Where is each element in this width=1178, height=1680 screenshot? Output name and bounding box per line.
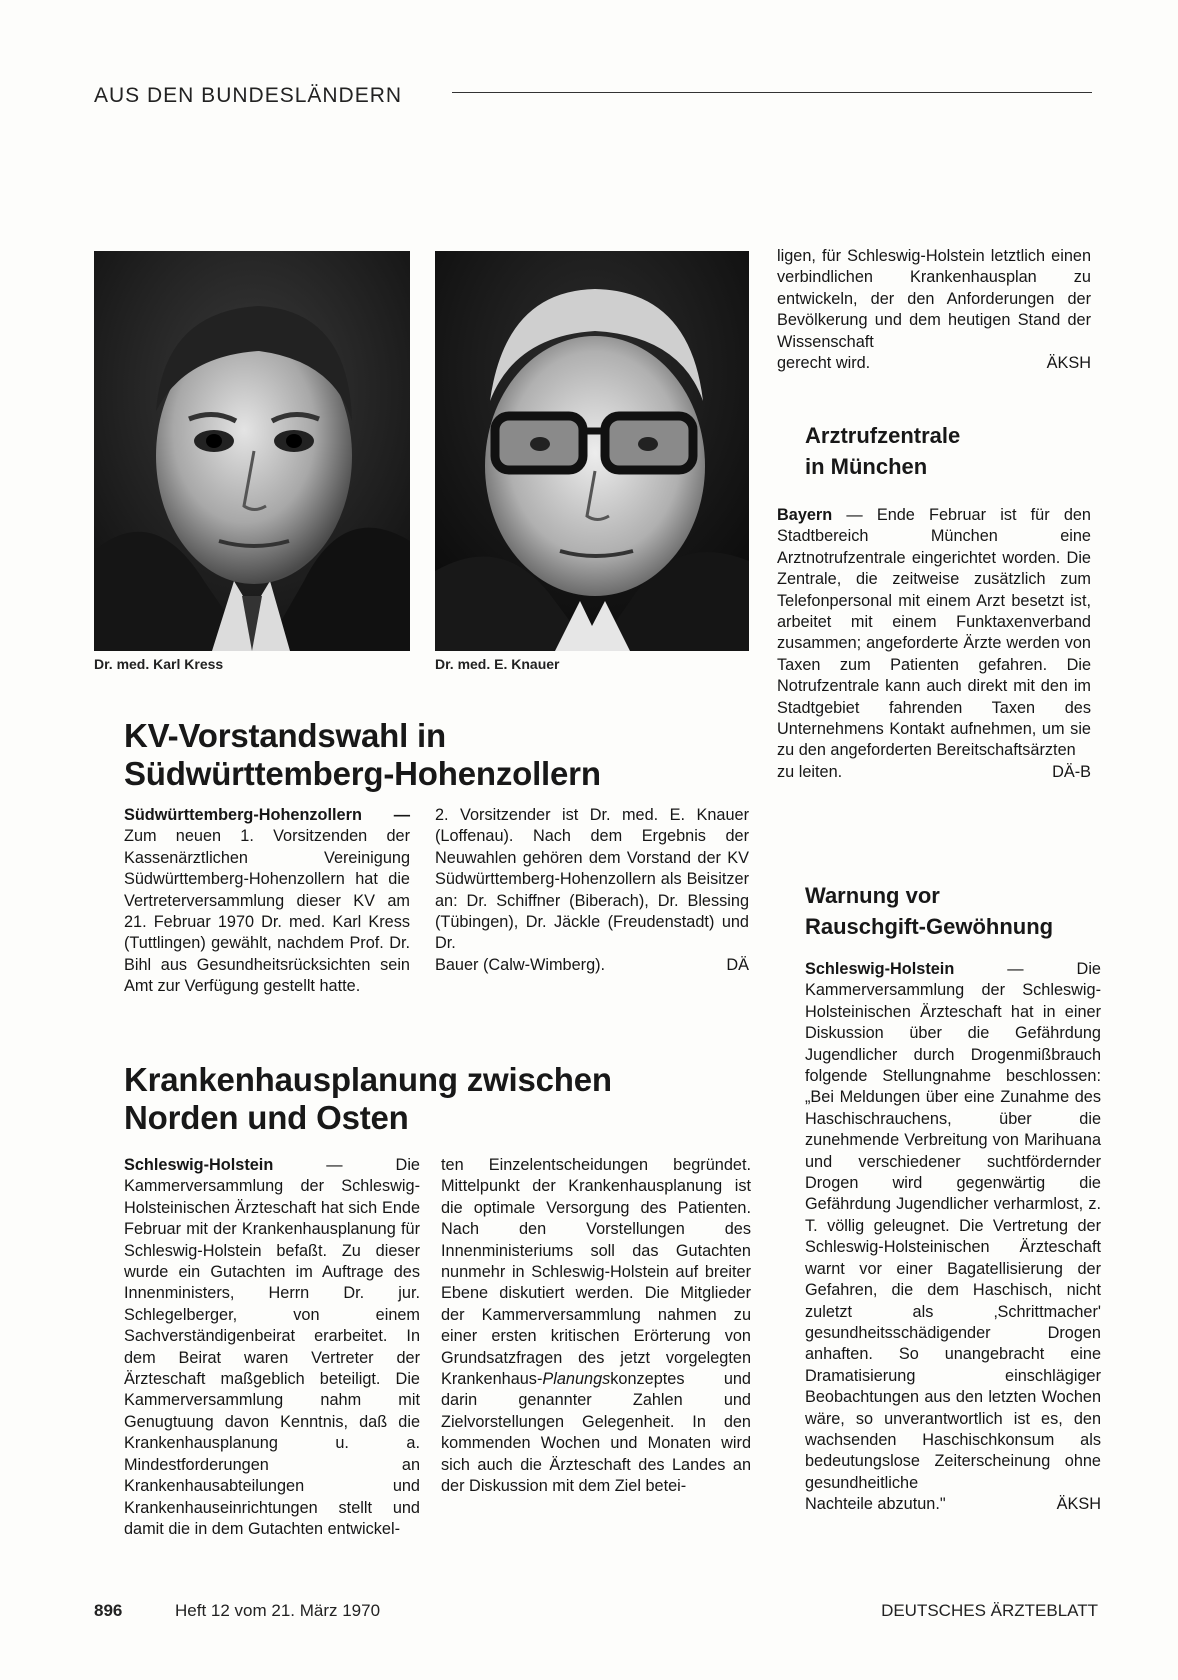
- right-cont-last: gerecht wird.: [777, 354, 871, 373]
- page-number: 896: [94, 1601, 123, 1620]
- headline-arztruf-line2: in München: [805, 454, 928, 479]
- headline-rauschgift-line2: Rauschgift-Gewöhnung: [805, 914, 1054, 939]
- portrait-kress-image: [94, 251, 410, 651]
- headline-arztruf-line1: Arztrufzentrale: [805, 423, 961, 448]
- arztruf-last: zu leiten.: [777, 762, 843, 781]
- kh-column-1: [124, 1155, 420, 1540]
- kv-body-2: 2. Vorsitzender ist Dr. med. E. Knauer (Loffenau). Nach dem Ergebnis der Neuwahlen gehören dem Vorstand der KV Südwürttemberg-Hohenzollern als Beisitzer an: Dr. Schiffner (Biberach), Dr. Blessing (Tübingen), Dr. Jäckle (Freudenstadt) und Dr.: [435, 806, 749, 953]
- kh-body-2-italic: Planungs: [542, 1370, 611, 1389]
- headline-kh-line2: Norden und Osten: [124, 1099, 409, 1136]
- kh-body-2b: konzeptes und darin genannter Zahlen und Zielvorstellungen Gelegenheit. In den kommenden Wochen und Monaten wird sich auch die Ärzteschaft des Landes an der Diskussion mit dem Ziel betei-: [441, 1370, 751, 1496]
- header-rule: [452, 92, 1092, 93]
- portrait-knauer-image: [435, 251, 749, 651]
- right-cont-signature: ÄKSH: [1046, 354, 1091, 373]
- photo-caption-kress: Dr. med. Karl Kress: [94, 656, 224, 672]
- kv-column-2: [435, 805, 749, 976]
- rauschgift-signature: ÄKSH: [1056, 1495, 1101, 1514]
- headline-kh: [124, 1061, 612, 1137]
- rauschgift-last: Nachteile abzutun.": [805, 1495, 946, 1514]
- rauschgift-text: — Die Kammerversammlung der Schleswig-Holsteinischen Ärzteschaft hat in einer Diskussion über die Gefährdung Jugendlicher durch Drogenmißbrauch folgende Stellungnahme beschlossen: „Bei Meldungen über eine Zunahme des Haschischrauchens, über die zunehmende Verbreitung von Marihuana und verschiedener suchtfördernder Drogen wird gegenwärtig die Gefährdung Jugendlicher verharmlost, z. T. völlig geleugnet. Die Vertretung der Schleswig-Holsteinischen Ärzteschaft warnt vor einer Bagatellisierung der Gefahren, die dem Haschisch, nicht zuletzt als ‚Schrittmacher' gesundheitsschädigender Drogen anhaften. So unangebracht eine Dramatisierung einschlägiger Beobachtungen aus den letzten Wochen wäre, so unverantwortlich ist es, den wachsenden Haschischkonsum als bedeutungslose Zeiterscheinung ohne gesundheitliche: [805, 960, 1101, 1492]
- kv-signature: DÄ: [726, 955, 749, 974]
- photo-caption-knauer: Dr. med. E. Knauer: [435, 656, 560, 672]
- kh-column-2: [441, 1155, 751, 1498]
- rauschgift-body: [805, 959, 1101, 1516]
- kh-lead: Schleswig-Holstein: [124, 1156, 274, 1174]
- headline-kv-line1: KV-Vorstandswahl in: [124, 717, 446, 754]
- arztruf-lead: Bayern: [777, 506, 833, 524]
- kv-body-1: Zum neuen 1. Vorsitzenden der Kassenärztlichen Vereinigung Südwürttemberg-Hohenzollern hat die Vertreterversammlung dieser KV am 21. Februar 1970 Dr. med. Karl Kress (Tuttlingen) gewählt, nachdem Prof. Dr. Bihl aus Gesundheitsrücksichten sein Amt zur Verfügung gestellt hatte.: [124, 827, 410, 996]
- arztruf-body: [777, 505, 1091, 783]
- headline-kv: [124, 717, 601, 793]
- right-cont-body: ligen, für Schleswig-Holstein letztlich einen verbindlichen Krankenhausplan zu entwickeln, der den Anforderungen der Bevölkerung und dem heutigen Stand der Wissenschaft: [777, 247, 1091, 351]
- kv-body-2-last: Bauer (Calw-Wimberg).: [435, 955, 606, 974]
- kv-column-1: [124, 805, 410, 998]
- portrait-photo-knauer: [435, 251, 749, 651]
- kh-body-1: — Die Kammerversammlung der Schleswig-Holsteinischen Ärzteschaft hat sich Ende Februar mit der Krankenhausplanung für Schleswig-Holstein befaßt. Zu dieser wurde ein Gutachten im Auftrage des Innenministers, Herrn Dr. jur. Schlegelberger, von einem Sachverständigenbeirat erarbeitet. In dem Beirat waren Vertreter der Ärzteschaft maßgeblich beteiligt. Die Kammerversammlung nahm mit Genugtuung davon Kenntnis, daß die Krankenhausplanung u. a. Mindestforderungen an Krankenhausabteilungen und Krankenhauseinrichtungen stellt und damit die in dem Gutachten entwickel-: [124, 1156, 420, 1538]
- arztruf-text: — Ende Februar ist für den Stadtbereich München eine Arztnotrufzentrale eingerichtet worden. Die Zentrale, die zeitweise zusätzlich zum Telefonpersonal mit einem Arzt besetzt ist, arbeitet mit einem Funktaxenverband zusammen; angeforderte Ärzte werden von Taxen zum Patienten gefahren. Die Notrufzentrale kann auch direkt mit den im Stadtgebiet fahrenden Taxen des Unternehmens Kontakt aufnehmen, um sie zu den angeforderten Bereitschaftsärzten: [777, 506, 1091, 760]
- headline-rauschgift: [805, 880, 1053, 942]
- headline-arztruf: [805, 420, 960, 482]
- headline-rauschgift-line1: Warnung vor: [805, 883, 940, 908]
- publication-name: DEUTSCHES ÄRZTEBLATT: [881, 1601, 1098, 1620]
- portrait-photo-kress: [94, 251, 410, 651]
- headline-kv-line2: Südwürttemberg-Hohenzollern: [124, 755, 601, 792]
- rauschgift-lead: Schleswig-Holstein: [805, 960, 955, 978]
- kh-body-2a: ten Einzelentscheidungen begründet. Mittelpunkt der Krankenhausplanung ist die optimale Versorgung des Patienten. Nach den Vorstellungen des Innenministeriums soll das Gutachten nunmehr in Schleswig-Holstein auf breiter Ebene diskutiert werden. Die Mitglieder der Kammerversammlung nahmen zu einer ersten kritischen Erörterung von Grundsatzfragen des jetzt vorgelegten Krankenhaus-: [441, 1156, 751, 1389]
- issue-info: Heft 12 vom 21. März 1970: [175, 1601, 381, 1620]
- kv-lead: Südwürttemberg-Hohenzollern —: [124, 806, 410, 824]
- arztruf-signature: DÄ-B: [1052, 762, 1091, 781]
- headline-kh-line1: Krankenhausplanung zwischen: [124, 1061, 612, 1098]
- right-continuation: [777, 246, 1091, 374]
- section-label: AUS DEN BUNDESLÄNDERN: [94, 84, 403, 107]
